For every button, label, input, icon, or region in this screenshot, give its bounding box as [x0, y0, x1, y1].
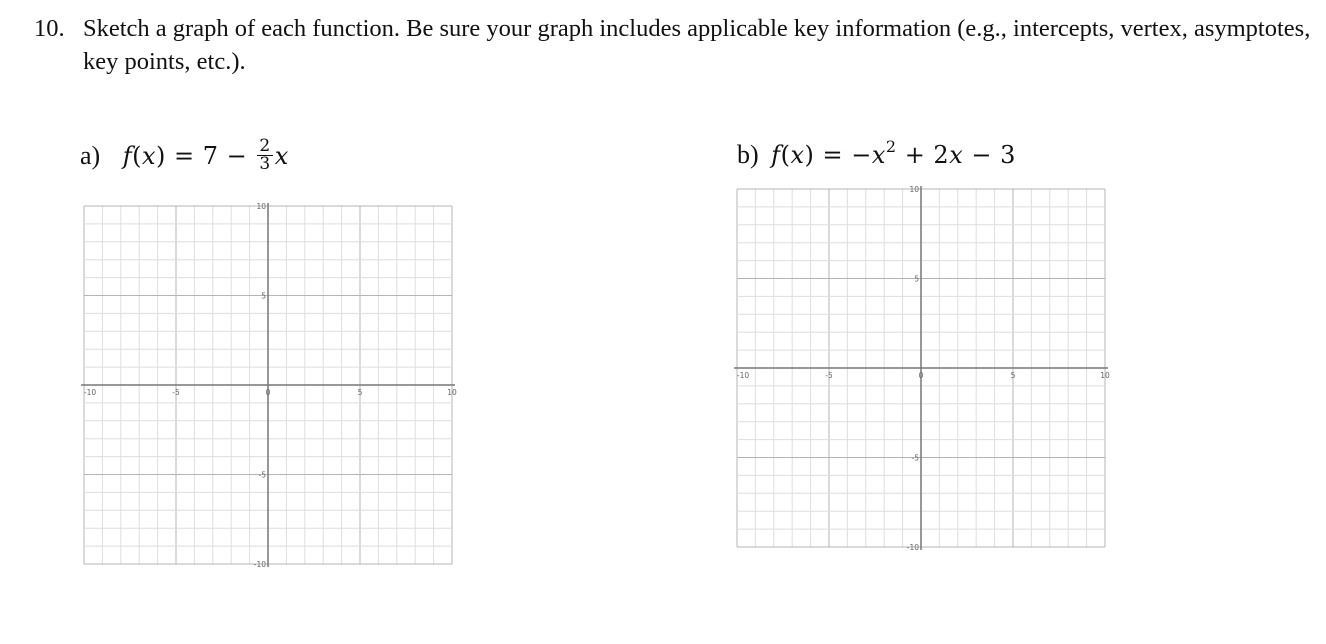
- fraction-denominator: 3: [259, 154, 271, 174]
- y-tick-label: 5: [261, 291, 266, 301]
- x-tick-label: 0: [265, 388, 271, 397]
- x-tick-label: 5: [357, 388, 363, 397]
- variable: x: [274, 142, 289, 170]
- graph-b[interactable]: [733, 185, 1109, 551]
- y-tick-label: 10: [909, 185, 919, 194]
- part-a-label: a): [80, 141, 101, 170]
- x-tick-label: -5: [825, 371, 833, 380]
- y-tick-label: -5: [258, 470, 266, 480]
- x-tick-label: -5: [172, 388, 180, 397]
- x-tick-label: -10: [83, 388, 97, 397]
- part-b-label: b): [737, 140, 759, 169]
- y-tick-label: -5: [911, 453, 919, 463]
- expression-text: ) = 7 −: [156, 142, 256, 170]
- fraction-numerator: 2: [259, 136, 271, 156]
- coordinate-grid-a[interactable]: [80, 202, 456, 568]
- exponent: 2: [885, 137, 897, 156]
- y-tick-label: 10: [256, 202, 266, 211]
- x-tick-label: 5: [1010, 371, 1016, 380]
- y-tick-label: 5: [914, 274, 919, 284]
- part-b-header: [737, 137, 1016, 170]
- expression-text: + 2: [896, 141, 950, 169]
- expression-text: ) = −: [804, 141, 872, 169]
- variable: x: [790, 141, 805, 169]
- part-a-function: f(x) = 7 − $\frac{2}{3}$ x: [122, 136, 289, 174]
- graph-a[interactable]: [80, 202, 456, 568]
- function-name: f: [771, 141, 781, 169]
- x-tick-label: 10: [447, 388, 457, 397]
- question-number: 10.: [34, 15, 65, 42]
- variable: x: [871, 141, 886, 169]
- y-tick-label: -10: [253, 560, 266, 569]
- x-tick-label: -10: [736, 371, 750, 380]
- fraction: [257, 138, 272, 173]
- variable: x: [949, 141, 964, 169]
- x-tick-label: 10: [1100, 371, 1110, 380]
- y-tick-label: -10: [906, 543, 919, 552]
- part-b-function: $f(x) = -x^2 + 2x - 3$: [771, 137, 1016, 169]
- expression-text: − 3: [963, 141, 1016, 169]
- question-instructions: Sketch a graph of each function. Be sure your graph includes applicable key information (e.g., intercepts, vertex, asymptotes, key points, etc.).: [83, 15, 1311, 75]
- part-a-header: [80, 136, 289, 175]
- function-name: f: [122, 142, 133, 170]
- x-tick-label: 0: [918, 371, 924, 380]
- coordinate-grid-b[interactable]: [733, 185, 1109, 551]
- variable: x: [141, 142, 157, 170]
